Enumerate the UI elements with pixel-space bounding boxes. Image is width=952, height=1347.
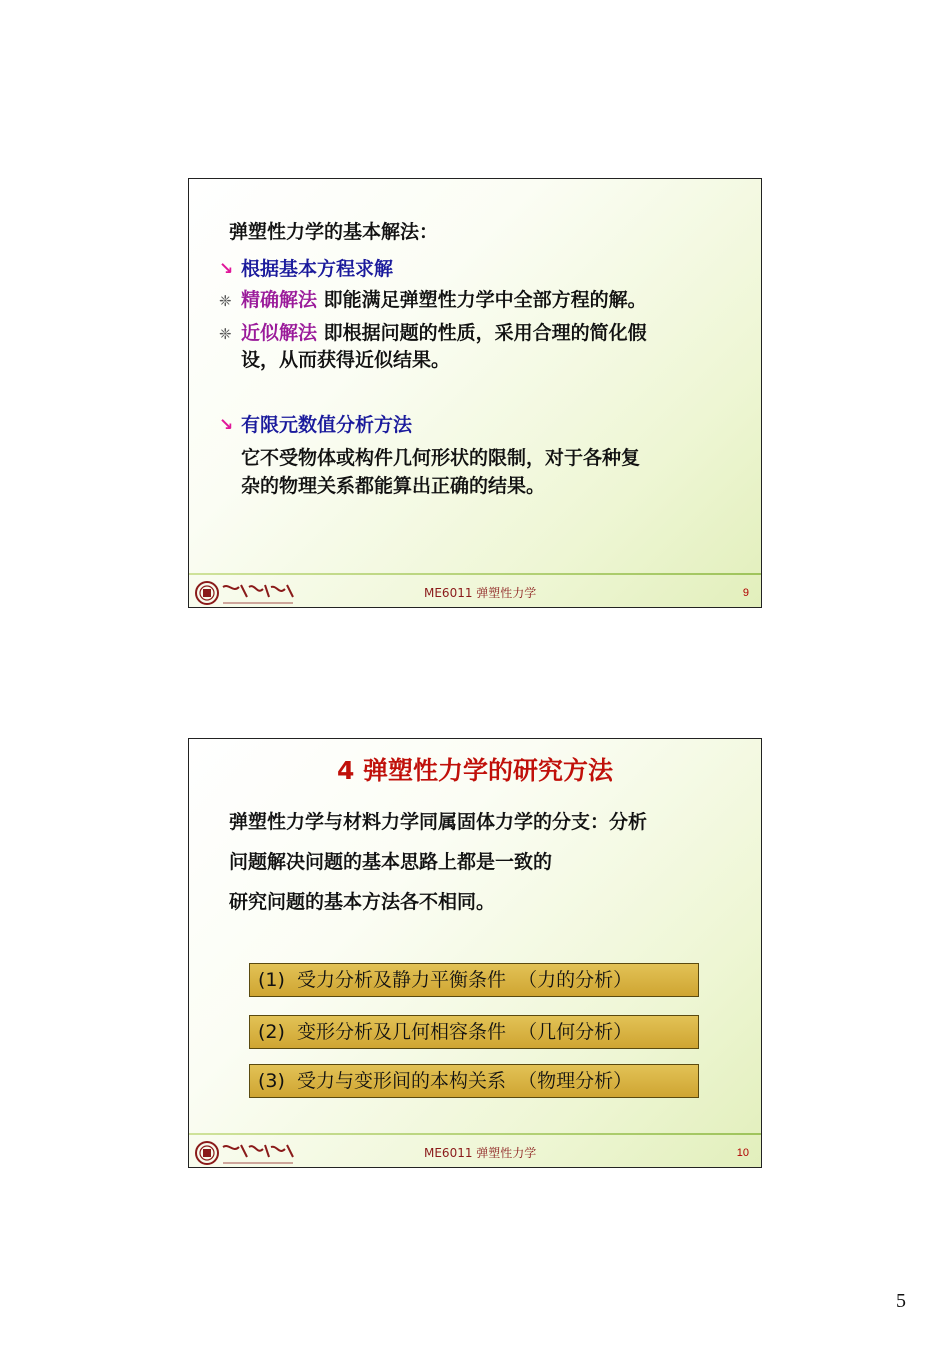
section-title-basic-equations: 根据基本方程求解 — [241, 258, 394, 280]
bullet-exact-solution — [241, 287, 647, 314]
flower-bullet-icon: ❈ — [219, 292, 232, 310]
intro-line-3: 研究问题的基本方法各不相同。 — [229, 891, 496, 913]
footer-divider — [189, 573, 761, 575]
footer-divider — [189, 1133, 761, 1135]
approx-solution-continued: 设，从而获得近似结果。 — [241, 349, 451, 371]
fem-description-line-1: 它不受物体或构件几何形状的限制，对于各种复 — [241, 447, 641, 469]
intro-line-2: 问题解决问题的基本思路上都是一致的 — [229, 851, 553, 873]
university-logo-icon — [193, 579, 303, 607]
flower-bullet-icon: ❈ — [219, 325, 232, 343]
course-label: ME6011 弹塑性力学 — [424, 1146, 537, 1160]
slide-footer — [189, 577, 761, 607]
course-label: ME6011 弹塑性力学 — [424, 586, 537, 600]
slide-number: 9 — [742, 587, 749, 599]
university-logo-icon — [193, 1139, 303, 1167]
section-title-fem: 有限元数值分析方法 — [241, 414, 413, 436]
method-box-physical-analysis: (3) 受力与变形间的本构关系 （物理分析） — [249, 1064, 699, 1098]
intro-line-1: 弹塑性力学与材料力学同属固体力学的分支：分析 — [229, 811, 648, 833]
arrow-down-right-icon: ↘ — [219, 415, 234, 435]
slide-title: 4 弹塑性力学的研究方法 — [336, 756, 614, 785]
fem-description-line-2: 杂的物理关系都能算出正确的结果。 — [241, 475, 546, 497]
slide-1 — [188, 178, 762, 608]
slide-heading: 弹塑性力学的基本解法： — [229, 221, 439, 243]
term-exact-solution: 精确解法 — [241, 289, 318, 311]
slide-footer — [189, 1137, 761, 1167]
exact-solution-description: 即能满足弹塑性力学中全部方程的解。 — [317, 289, 647, 311]
slide-2 — [188, 738, 762, 1168]
document-page-number: 5 — [896, 1290, 906, 1312]
approx-solution-description: 即根据问题的性质，采用合理的简化假 — [317, 322, 647, 344]
arrow-down-right-icon: ↘ — [219, 259, 234, 279]
bullet-approx-solution — [241, 320, 647, 347]
slide-number: 10 — [736, 1147, 749, 1159]
method-box-geometric-analysis: (2) 变形分析及几何相容条件 （几何分析） — [249, 1015, 699, 1049]
term-approx-solution: 近似解法 — [241, 322, 318, 344]
method-box-force-analysis: (1) 受力分析及静力平衡条件 （力的分析） — [249, 963, 699, 997]
